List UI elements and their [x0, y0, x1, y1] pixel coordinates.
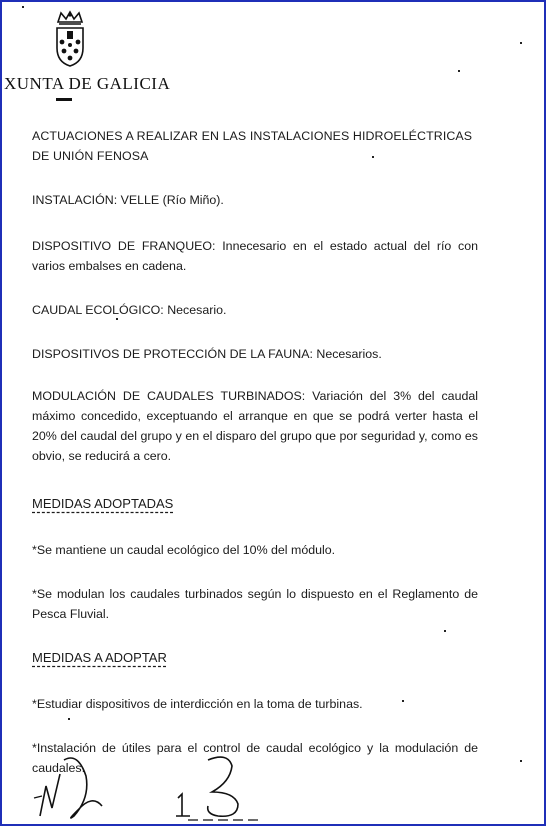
section-text: Variación del 3% del caudal máximo concedido, exceptuando el arranque en que se podrá verter hasta el 20% del caudal del grupo y en el disparo del grupo que por seguridad y, como es obvio, se reducirá a cero.: [32, 389, 478, 463]
handwritten-signature-right: [168, 746, 268, 826]
list-item: *Estudiar dispositivos de interdicción en la toma de turbinas.: [32, 697, 363, 711]
section-heading: MEDIDAS A ADOPTAR: [32, 650, 167, 665]
document-title: [32, 126, 478, 166]
galicia-coat-of-arms-icon: [50, 10, 90, 68]
section-caudal-ecologico: [32, 300, 478, 320]
scan-speck: [520, 760, 522, 762]
list-item: *Se modulan los caudales turbinados según lo dispuesto en el Reglamento de Pesca Fluvial.: [32, 587, 478, 621]
section-text: Necesarios.: [316, 347, 382, 361]
title-line: ACTUACIONES A REALIZAR EN LAS INSTALACIONES HIDROELÉCTRICAS: [32, 129, 473, 143]
handwritten-signature-left: [30, 746, 110, 826]
section-medidas-a-adoptar: [32, 648, 478, 668]
scan-speck: [458, 70, 460, 72]
scan-speck: [444, 630, 446, 632]
scan-speck: [68, 718, 70, 720]
section-text: Necesario.: [167, 303, 227, 317]
scan-speck: [402, 700, 404, 702]
list-item: *Se mantiene un caudal ecológico del 10% del módulo.: [32, 543, 336, 557]
section-proteccion-fauna: [32, 344, 478, 364]
section-medidas-adoptadas: [32, 494, 478, 514]
scan-speck: [372, 156, 374, 158]
underline-mark: [56, 98, 72, 101]
section-text: Innecesario en el estado actual del río con varios embalses en cadena.: [32, 239, 479, 273]
installation-line: INSTALACIÓN: VELLE (Río Miño).: [32, 193, 224, 207]
section-label: DISPOSITIVO DE FRANQUEO:: [32, 239, 216, 253]
scan-speck: [520, 42, 522, 44]
organization-name: XUNTA DE GALICIA: [4, 74, 171, 93]
scan-speck: [116, 318, 118, 320]
list-item: *Instalación de útiles para el control de caudal ecológico y la modulación de caudales.: [32, 741, 478, 775]
section-dispositivo-franqueo: [32, 236, 478, 276]
section-label: CAUDAL ECOLÓGICO:: [32, 303, 164, 317]
scan-speck: [22, 6, 24, 8]
section-heading: MEDIDAS ADOPTADAS: [32, 496, 174, 511]
section-modulacion: [32, 386, 478, 466]
section-label: MODULACIÓN DE CAUDALES TURBINADOS:: [32, 389, 306, 403]
title-line: DE UNIÓN FENOSA: [32, 149, 149, 163]
section-label: DISPOSITIVOS DE PROTECCIÓN DE LA FAUNA:: [32, 347, 313, 361]
